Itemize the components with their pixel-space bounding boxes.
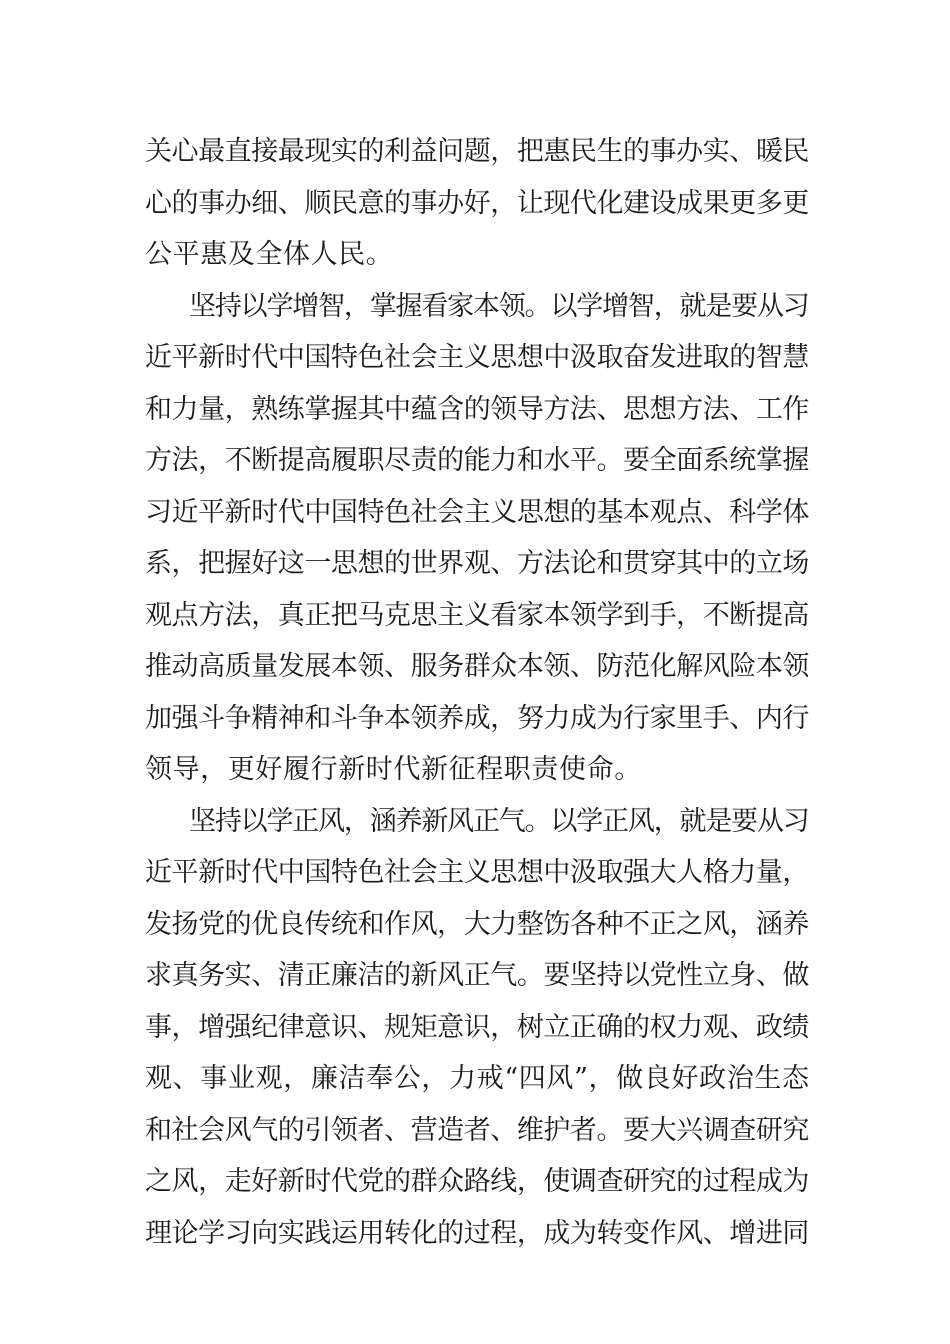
text-line: 求真务实、清正廉洁的新风正气。要坚持以党性立身、做: [145, 960, 809, 991]
paragraph-first-line: 坚持以学增智，掌握看家本领。以学增智，就是要从习: [189, 290, 809, 322]
text-line: 观点方法，真正把马克思主义看家本领学到手，不断提高: [145, 599, 809, 631]
text-line: 之风，走好新时代党的群众路线，使调查研究的过程成为: [145, 1166, 809, 1197]
text-line: 理论学习向实践运用转化的过程，成为转变作风、增进同: [145, 1217, 809, 1249]
text-line: 事，增强纪律意识、规矩意识，树立正确的权力观、政绩: [145, 1011, 809, 1043]
paragraph-first-line: 坚持以学正风，涵养新风正气。以学正风，就是要从习: [189, 805, 809, 837]
text-line: 领导，更好履行新时代新征程职责使命。: [145, 754, 642, 785]
text-line: 近平新时代中国特色社会主义思想中汲取强大人格力量，: [145, 857, 809, 888]
text-line: 观、事业观，廉洁奉公，力戒“四风”，做良好政治生态: [145, 1063, 810, 1094]
text-line: 近平新时代中国特色社会主义思想中汲取奋发进取的智慧: [145, 342, 809, 373]
text-line: 发扬党的优良传统和作风，大力整饬各种不正之风，涵养: [145, 908, 809, 940]
text-line: 和力量，熟练掌握其中蕴含的领导方法、思想方法、工作: [145, 393, 809, 425]
body-text: [145, 126, 810, 1259]
text-line: 系，把握好这一思想的世界观、方法论和贯穿其中的立场: [145, 548, 809, 579]
text-line: 习近平新时代中国特色社会主义思想的基本观点、科学体: [145, 496, 809, 528]
text-line: 关心最直接最现实的利益问题，把惠民生的事办实、暖民: [145, 136, 809, 167]
text-line: 公平惠及全体人民。: [145, 239, 394, 270]
text-line: 和社会风气的引领者、营造者、维护者。要大兴调查研究: [145, 1114, 809, 1146]
text-line: 加强斗争精神和斗争本领养成，努力成为行家里手、内行: [145, 702, 809, 734]
text-line: 心的事办细、顺民意的事办好，让现代化建设成果更多更: [145, 187, 809, 219]
text-line: 方法，不断提高履职尽责的能力和水平。要全面系统掌握: [145, 445, 809, 476]
text-line: 推动高质量发展本领、服务群众本领、防范化解风险本领: [145, 651, 809, 682]
